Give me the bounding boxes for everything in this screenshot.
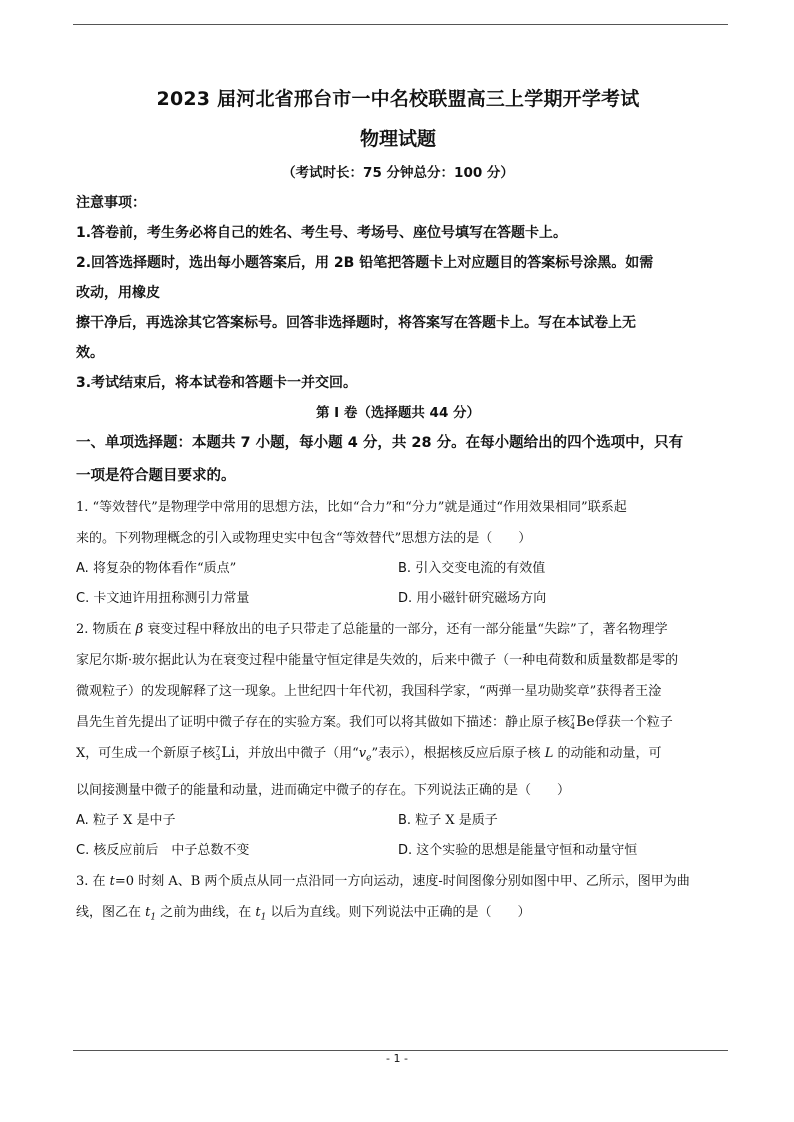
time-t1 bbox=[255, 904, 267, 923]
option-letter: D. bbox=[398, 591, 413, 606]
option-text: 粒子 X 是质子 bbox=[415, 812, 498, 828]
notice-item-3: 3.考试结束后，将本试卷和答题卡一并交回。 bbox=[76, 375, 358, 391]
t-letter: t bbox=[255, 904, 261, 920]
option-text: 用小磁针研究磁场方向 bbox=[416, 591, 547, 606]
beryllium-nuclide bbox=[570, 707, 595, 738]
t-subscript: 1 bbox=[260, 912, 267, 923]
question-2-option-d bbox=[398, 836, 720, 866]
notice-item-2-line-1: 2.回答选择题时，选出每小题答案后，用 2B 铅笔把答题卡上对应题目的答案标号涂黑。如需 bbox=[76, 255, 654, 271]
option-text: 这个实验的思想是能量守恒和动量守恒 bbox=[416, 842, 638, 858]
time-variable: t bbox=[109, 873, 115, 889]
time-t1 bbox=[145, 904, 157, 923]
section-heading-line-2: 一项是符合题目要求的。 bbox=[76, 468, 236, 484]
question-2-line-5 bbox=[76, 738, 720, 775]
question-2-options bbox=[76, 806, 720, 866]
charge-number: 3 bbox=[215, 752, 221, 762]
q2-text: 昌先生首先提出了证明中微子存在的实验方案。我们可以将其做如下描述：静止原子核 bbox=[76, 715, 571, 730]
mass-number: 7 bbox=[570, 713, 576, 723]
question-1-option-a bbox=[76, 554, 398, 584]
option-text: 卡文迪许用扭称测引力常量 bbox=[93, 591, 250, 606]
nuclide-numbers bbox=[570, 715, 575, 731]
option-letter: B. bbox=[398, 812, 412, 828]
nuclide-numbers bbox=[215, 746, 220, 762]
notice-item-2-line-4: 效。 bbox=[76, 345, 104, 361]
neutrino-symbol bbox=[358, 746, 372, 764]
q3-text: 线，图乙在 bbox=[76, 904, 146, 920]
beta-symbol: β bbox=[135, 622, 144, 637]
question-1-line-2: 来的。下列物理概念的引入或物理史实中包含“等效替代”思想方法的是（ ） bbox=[76, 531, 532, 546]
question-1-option-d bbox=[398, 584, 720, 614]
exam-subtitle: 物理试题 bbox=[359, 128, 436, 150]
question-2-option-a bbox=[76, 806, 398, 836]
t-subscript: 1 bbox=[150, 912, 157, 923]
question-3-line-1 bbox=[76, 866, 720, 897]
question-1-option-b bbox=[398, 554, 720, 584]
q2-text: ，并放出中微子（用“ bbox=[235, 746, 359, 761]
header-rule bbox=[73, 24, 728, 25]
question-2-line-6: 以间接测量中微子的能量和动量，进而确定中微子的存在。下列说法正确的是（ ） bbox=[76, 782, 571, 798]
option-letter: A. bbox=[76, 561, 89, 576]
section-heading-line-1: 一、单项选择题：本题共 7 小题，每小题 4 分，共 28 分。在每小题给出的四个选项中，只有 bbox=[76, 435, 684, 451]
question-2-option-c bbox=[76, 836, 398, 866]
t-letter: t bbox=[145, 904, 151, 920]
question-3-line-2 bbox=[76, 897, 720, 934]
q2-text: 的动能和动量，可 bbox=[553, 746, 662, 761]
q2-text: X，可生成一个新原子核 bbox=[76, 746, 216, 761]
element-symbol: Be bbox=[576, 714, 595, 730]
q2-text: 2. 物质在 bbox=[76, 622, 136, 637]
notice-heading: 注意事项： bbox=[76, 195, 146, 211]
question-2 bbox=[76, 614, 720, 866]
element-symbol: Li bbox=[221, 745, 236, 761]
option-text: 将复杂的物体看作“质点” bbox=[92, 561, 237, 576]
exam-title: 2023 届河北省邢台市一中名校联盟高三上学期开学考试 bbox=[156, 88, 640, 110]
option-letter: C. bbox=[76, 591, 90, 606]
q3-text: 3. 在 bbox=[76, 873, 110, 889]
q2-text: 俘获一个粒子 bbox=[594, 715, 673, 730]
question-2-line-1 bbox=[76, 614, 720, 645]
option-text: 核反应前后 中子总数不变 bbox=[93, 842, 250, 858]
notice-block bbox=[76, 188, 720, 398]
page-number: - 1 - bbox=[386, 1052, 408, 1065]
q2-text: 衰变过程中释放出的电子只带走了总能量的一部分，还有一部分能量“失踪”了，著名物理学 bbox=[143, 622, 668, 637]
question-2-option-b bbox=[398, 806, 720, 836]
mass-number: 7 bbox=[215, 744, 221, 754]
footer-rule bbox=[73, 1050, 728, 1051]
nucleus-variable: L bbox=[544, 746, 554, 761]
question-1-line-1: 1. “等效替代”是物理学中常用的思想方法，比如“合力”和“分力”就是通过“作用效果相同”联系起 bbox=[76, 500, 627, 515]
option-letter: B. bbox=[398, 561, 412, 576]
question-1-option-c bbox=[76, 584, 398, 614]
nu-subscript: e bbox=[366, 753, 372, 764]
question-2-line-4 bbox=[76, 707, 720, 738]
option-letter: C. bbox=[76, 842, 90, 858]
question-1-options bbox=[76, 554, 720, 614]
notice-item-1: 1.答卷前，考生务必将自己的姓名、考生号、考场号、座位号填写在答题卡上。 bbox=[76, 225, 568, 241]
q3-text: =0 时刻 A、B 两个质点从同一点沿同一方向运动，速度-时间图像分别如图中甲、乙所示，图甲为曲 bbox=[114, 873, 690, 889]
notice-item-2-line-3: 擦干净后，再选涂其它答案标号。回答非选择题时，将答案写在答题卡上。写在本试卷上无 bbox=[76, 315, 636, 331]
part-1-heading: 第 I 卷（选择题共 44 分） bbox=[315, 405, 481, 421]
option-letter: D. bbox=[398, 842, 413, 858]
option-letter: A. bbox=[76, 812, 89, 828]
q3-text: 之前为曲线，在 bbox=[156, 904, 256, 920]
exam-info: （考试时长：75 分钟总分：100 分） bbox=[282, 165, 514, 181]
notice-item-2-line-2: 改动，用橡皮 bbox=[76, 285, 160, 301]
question-2-line-3: 微观粒子）的发现解释了这一现象。上世纪四十年代初，我国科学家，“两弹一星功勋奖章”获得者王淦 bbox=[76, 684, 662, 699]
question-2-line-2: 家尼尔斯·玻尔据此认为在衰变过程中能量守恒定律是失效的，后来中微子（一种电荷数和质量数都是零的 bbox=[76, 653, 679, 668]
option-text: 引入交变电流的有效值 bbox=[415, 561, 546, 576]
lithium-nuclide bbox=[215, 738, 235, 769]
q2-text: ”表示），根据核反应后原子核 bbox=[371, 746, 545, 761]
exam-page bbox=[76, 84, 720, 933]
nu-letter: v bbox=[358, 746, 367, 761]
q3-text: 以后为直线。则下列说法中正确的是（ ） bbox=[266, 904, 531, 920]
option-text: 粒子 X 是中子 bbox=[92, 812, 176, 828]
question-3 bbox=[76, 866, 720, 934]
charge-number: 4 bbox=[570, 721, 576, 731]
question-1 bbox=[76, 492, 720, 614]
